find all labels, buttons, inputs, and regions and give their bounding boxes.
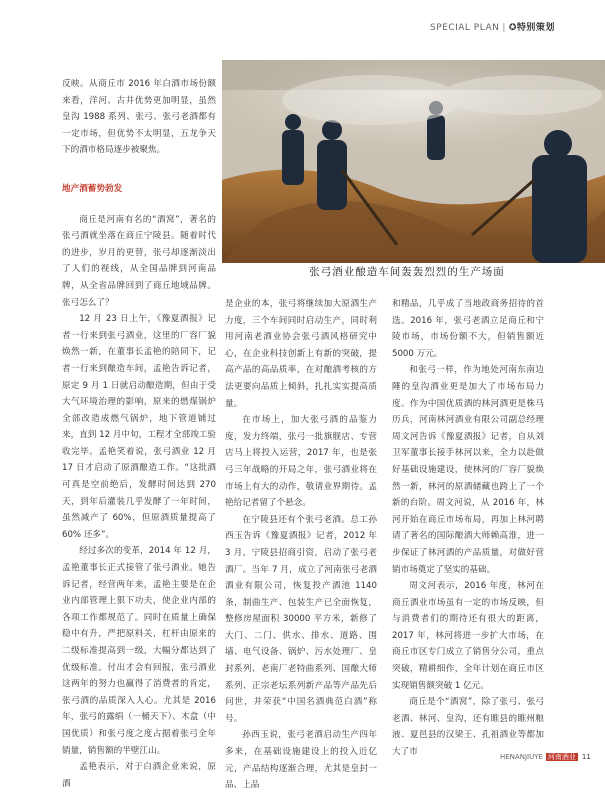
magazine-name: HENANJIUYE xyxy=(500,753,543,761)
paragraph: 在市场上，加大张弓酒的品鉴力度，发力终端，张弓一批旗舰店、专营店马上将投入运营，2017 年，也是张弓三年战略的开局之年，张弓酒业将在市场上有大的动作，敬请业界期待。孟艳给记者留了个悬念。 xyxy=(225,415,377,509)
brewery-photo xyxy=(222,60,605,263)
section-subheading: 地产酒蓄势勃发 xyxy=(62,183,123,194)
page-footer xyxy=(500,752,605,762)
header-separator: | xyxy=(502,23,506,33)
brewery-photo-illustration xyxy=(222,60,605,263)
paragraph: 孟艳表示，对于白酒企业来说，原酒 xyxy=(62,762,216,789)
category-label: ✪特别策划 xyxy=(508,23,555,33)
paragraph: 和精品，几乎成了当地政商务招待的首选。2016 年，张弓老酒立足商丘和宁陵市场，市场份额不大，但销售额近 5000 万元。 xyxy=(392,299,544,359)
paragraph: 是企业的本，张弓将继续加大原酒生产力度，三个车间同时启动生产，同时利用河南老酒业协会张弓酒风格研究中心，在企业科技创新上有新的突破，提高产品的高品质率，在对酿酒考核的方法更要向品质上倾斜，扎扎实实提高质量。 xyxy=(225,299,377,409)
paragraph: 周文河表示，2016 年度，林河在商丘酒业市场虽有一定的市场反映，但与消费者们的期待还有很大的距离，2017 年，林河将进一步扩大市场，在商丘市区专门成立了销售分公司，重点突破，精耕细作，全年计划在商丘市区实现销售额突破 1 亿元。 xyxy=(392,581,544,691)
page-header xyxy=(430,20,600,38)
paragraph: 反映。从商丘市 2016 年白酒市场份额来看，洋河、古井优势更加明显，虽然皇沟 1988 系列、张弓、张弓老酒都有一定市场，但优势不太明显，五龙争天下的酒市格局逐步被聚焦。 xyxy=(62,79,216,156)
paragraph: 12 月 23 日上午，《豫夏酒报》记者一行来到张弓酒业，这里的厂容厂貌焕然一新，在董事长孟艳的陪同下，记者一行来到酿造车间，孟艳告诉记者，原定 9 月 1 日就启动酿造期，但由于受大气环境治理的影响，原来的燃煤锅炉全部改造成燃气锅炉，地下管道铺过来，直到 12 月中旬，工程才全部竣工验收完毕。孟艳笑着说，张弓酒业 12 月 17 日才启动了原酒酿造工作。“这批酒可真是空前绝后，发酵时间达到 270 天，到年后灌装几乎发酵了一年时间，虽然减产了 60%，但原酒质量提高了 60% 还多”。 xyxy=(62,314,216,540)
column-1 xyxy=(62,76,216,792)
paragraph: 和张弓一样，作为地处河南东南边陲的皇沟酒业更是加大了市场布局力度。作为中国优质酒的林河酒更是株马历兵，河南林河酒业有限公司副总经理周文河告诉《豫夏酒报》记者，自从刘卫军董事长接手林河以来，全力以赴做好基础设施建设，使林河的厂容厂貌焕然一新，林河的原酒储藏也跨上了一个新的台阶。周文河说，从 2016 年，林河开始在商丘市场布局，再加上林河聘请了著名的国际酿酒大师赖高淮，进一步保证了林河酒的产品质量，对做好营销市场奠定了坚实的基础。 xyxy=(392,365,544,575)
paragraph: 商丘是个“酒窝”，除了张弓、张弓老酒、林河、皇沟，还有睢县的睢州粮液、夏邑县的汉梁王、孔祖酒业等都加大了市 xyxy=(392,697,544,758)
column-3 xyxy=(392,296,544,761)
paragraph: 在宁陵县还有个张弓老酒。总工孙西玉告诉《豫夏酒报》记者，2012 年 3 月，宁陵县招商引资，启动了张弓老酒厂。当年 7 月，成立了河南张弓老酒酒业有限公司，恢复投产酒池 1140 条，制曲生产、包装生产已全面恢复，整修房屋面积 30000 平方米，新修了大门、二门、供水、排水、道路、围墙、电气设备、锅炉、污水处理厂、皇封系列、老南厂老特曲系列、国酿大师系列、正宗老坛系列新产品等产品先后问世，并荣获“中国名酒典范白酒”称号。 xyxy=(225,514,377,724)
page-number: 11 xyxy=(581,753,591,761)
section-label: SPECIAL PLAN xyxy=(430,23,500,33)
paragraph: 商丘是河南有名的“酒窝”，著名的张弓酒就坐落在商丘宁陵县。随着时代的进步，岁月的更替，张弓却逐渐淡出了人们的视线，从全国品牌到河南品牌，从全省品牌回到了商丘地域品牌。张弓怎么了？ xyxy=(62,214,216,308)
paragraph: 孙西玉说，张弓老酒启动生产四年多来，在基础设施建设上的投入近亿元，产品结构逐渐合理，尤其是皇封一品、上品 xyxy=(225,730,377,791)
photo-caption: 张弓酒业酿造车间轰轰烈烈的生产场面 xyxy=(309,266,505,278)
column-2 xyxy=(225,296,377,794)
magazine-tag: 河南酒业 xyxy=(547,753,576,761)
paragraph: 经过多次的变革，2014 年 12 月，孟艳董事长正式接管了张弓酒业。她告诉记者，经营两年来，孟艳主要是在企业内部管理上狠下功夫，使企业内部的各项工作都规范了。同时在质量上确保稳中有升，严把原料关，杠杆由原来的二级标准提高到一级，大幅分都达到了优级标准。付出才会有回报，张弓酒业这两年的努力也赢得了消费者的肯定，张弓酒的品质深入人心。尤其是 2016 年，张弓的露绢（一桶天下）、木盒（中国优质）和张弓度之度占据着张弓全年销量，销售额的半壁江山。 xyxy=(62,546,216,756)
